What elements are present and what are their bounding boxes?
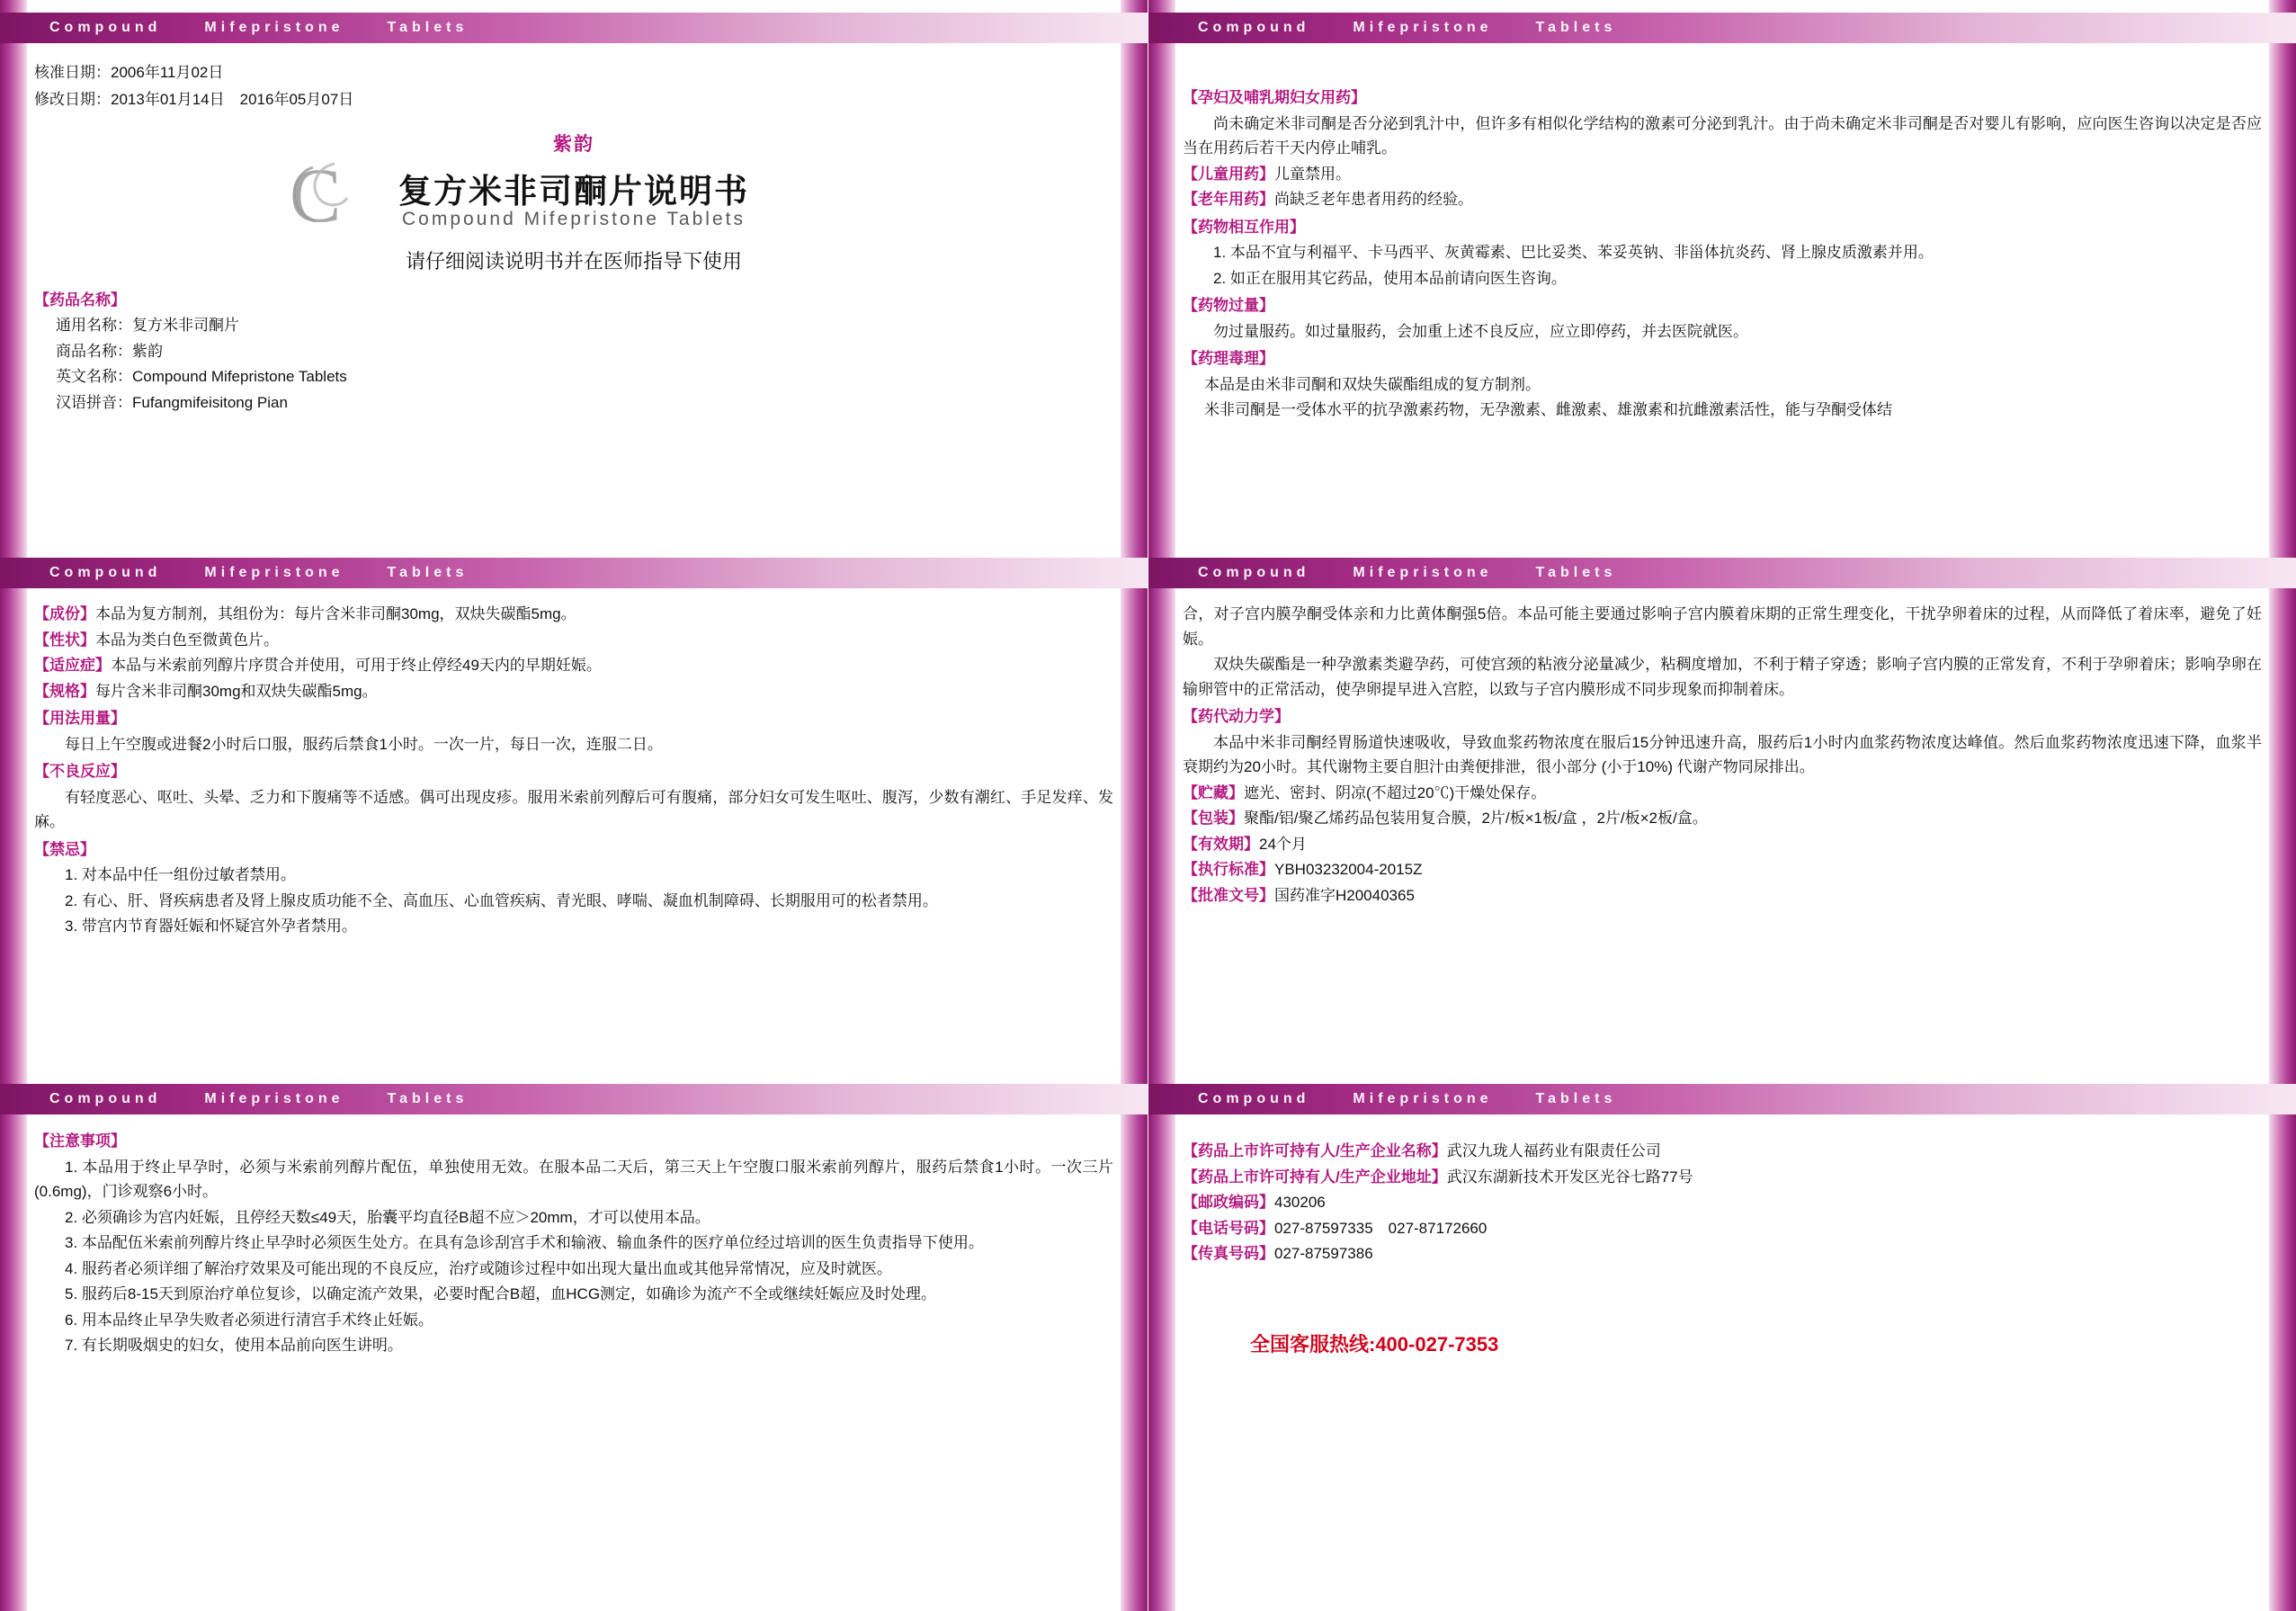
- precaution-item: 6. 用本品终止早孕失败者必须进行清宫手术终止妊娠。: [65, 1311, 433, 1329]
- brand-band-top: [1148, 13, 2296, 43]
- section-title-pediatric: 【儿童用药】: [1183, 165, 1274, 183]
- section-text-pharmacokinetics: 本品中米非司酮经胃肠道快速吸收，导致血浆药物浓度在服后15分钟迅速升高，服药后1小时内血浆药物浓度达峰值。然后血浆药物浓度迅速下降，血浆半衰期约为20小时。其代谢物主要自胆汁由粪便排泄，很小部分 (小于10%) 代谢产物同尿排出。: [1183, 733, 2262, 776]
- brand-band-text: [1198, 20, 1616, 36]
- page-subtitle: 请仔细阅读说明书并在医师指导下使用: [405, 249, 742, 273]
- band-word-mifepristone: Mifepristone: [1353, 1091, 1493, 1106]
- interaction-item: 2. 如正在服用其它药品，使用本品前请向医生咨询。: [1213, 269, 1567, 287]
- contraindication-item: 3. 带宫内节育器妊娠和怀疑宫外孕者禁用。: [65, 917, 357, 935]
- label-phone: 【电话号码】: [1183, 1219, 1274, 1237]
- brand-band-text: [1198, 1091, 1616, 1107]
- section-title-interactions: 【药物相互作用】: [1183, 218, 1305, 236]
- pharmacology-para: 合，对子宫内膜孕酮受体亲和力比黄体酮强5倍。本品可能主要通过影响子宫内膜着床期的正常生理变化，干扰孕卵着床的过程，从而降低了着床率，避免了妊娠。: [1183, 605, 2262, 648]
- section-text-adverse: 有轻度恶心、呕吐、头晕、乏力和下腹痛等不适感。偶可出现皮疹。服用米索前列醇后可有腹痛，部分妇女可发生呕吐、腹泻，少数有潮红、手足发痒、发麻。: [34, 788, 1113, 831]
- precaution-item: 4. 服药者必须详细了解治疗效果及可能出现的不良反应，治疗或随诊过程中如出现大量出血或其他异常情况，应及时就医。: [65, 1259, 892, 1277]
- section-title-indications: 【适应症】: [34, 657, 111, 675]
- section-title-pregnancy-lactation: 【孕妇及哺乳期妇女用药】: [1183, 89, 1366, 106]
- precaution-item: 2. 必须确诊为宫内妊娠，且停经天数≤49天，胎囊平均直径B超不应＞20mm，才可以使用本品。: [65, 1208, 710, 1226]
- manufacturer-name-row: [1183, 1139, 2262, 1164]
- value-zip: 430206: [1274, 1194, 1326, 1212]
- page-edge-strip-right: [2269, 0, 2296, 1611]
- page-edge-strip-left: [0, 0, 27, 1611]
- value-holder-address: 武汉东湖新技术开发区光谷七路77号: [1446, 1168, 1693, 1186]
- zip-row: [1183, 1190, 2262, 1215]
- section-text-ingredients: 本品为复方制剂，其组份为：每片含米非司酮30mg，双炔失碳酯5mg。: [95, 605, 576, 622]
- section-package: [1183, 806, 2262, 831]
- band-word-mifepristone: Mifepristone: [1353, 565, 1493, 580]
- section-text-validity: 24个月: [1259, 835, 1307, 853]
- band-word-mifepristone: Mifepristone: [1353, 20, 1493, 35]
- band-word-mifepristone: Mifepristone: [204, 1091, 344, 1106]
- section-title-approval-number: 【批准文号】: [1183, 886, 1274, 904]
- value-phone: 027-87597335 027-87172660: [1274, 1219, 1487, 1237]
- label-fax: 【传真号码】: [1183, 1245, 1274, 1263]
- brand-band-text: [1198, 565, 1616, 581]
- section-title-storage: 【贮藏】: [1183, 783, 1244, 801]
- band-word-tablets: Tablets: [387, 565, 469, 580]
- section-title-description: 【性状】: [34, 631, 95, 649]
- label-zip: 【邮政编码】: [1183, 1194, 1274, 1212]
- leaflet-body-middle: [34, 601, 1113, 940]
- leaflet-body-right-top: [1183, 83, 2262, 424]
- section-text-specification: 每片含米非司酮30mg和双炔失碳酯5mg。: [95, 682, 378, 700]
- brand-band-bottom: [0, 1084, 1148, 1114]
- band-word-mifepristone: Mifepristone: [204, 565, 344, 580]
- brand-band-top: [0, 13, 1148, 43]
- band-word-tablets: Tablets: [1535, 1091, 1617, 1106]
- approval-date: 核准日期：2006年11月02日: [34, 64, 224, 81]
- leaflet-body-right-middle: [1183, 601, 2262, 908]
- value-fax: 027-87597386: [1274, 1245, 1373, 1263]
- section-text-dosage: 每日上午空腹或进餐2小时后口服，服药后禁食1小时。一次一片，每日一次，连服二日。: [65, 735, 663, 753]
- manufacturer-address-row: [1183, 1165, 2262, 1190]
- section-title-geriatric: 【老年用药】: [1183, 191, 1274, 209]
- drug-name-generic: 通用名称：复方米非司酮片: [56, 317, 239, 334]
- drug-name-pinyin: 汉语拼音：Fufangmifeisitong Pian: [56, 393, 288, 411]
- band-word-tablets: Tablets: [1535, 20, 1617, 35]
- precaution-item: 7. 有长期吸烟史的妇女，使用本品前向医生讲明。: [65, 1337, 403, 1355]
- section-title-specification: 【规格】: [34, 682, 95, 700]
- section-title-package: 【包装】: [1183, 810, 1244, 828]
- section-text-geriatric: 尚缺乏老年患者用药的经验。: [1274, 191, 1473, 209]
- svg-text:C: C: [290, 154, 342, 237]
- section-text-pediatric: 儿童禁用。: [1274, 165, 1351, 183]
- section-text-description: 本品为类白色至微黄色片。: [95, 631, 279, 649]
- section-title-dosage: 【用法用量】: [34, 710, 126, 728]
- section-text-standard: YBH03232004-2015Z: [1274, 861, 1423, 879]
- precaution-item: 5. 服药后8-15天到原治疗单位复诊，以确定流产效果，必要时配合B超，血HCG测定，如确诊为流产不全或继续妊娠应及时处理。: [65, 1285, 937, 1303]
- section-specification: [34, 679, 1113, 704]
- precaution-item: 1. 本品用于终止早孕时，必须与米索前列醇片配伍，单独使用无效。在服本品二天后，第三天上午空腹口服米索前列醇片，服药后禁食1小时。一次三片 (0.6mg)，门诊观察6小时。: [34, 1158, 1113, 1201]
- label-holder-name: 【药品上市许可持有人/生产企业名称】: [1183, 1142, 1447, 1159]
- section-title-pharmacology: 【药理毒理】: [1183, 350, 1274, 368]
- pharmacology-para: 双炔失碳酯是一种孕激素类避孕药，可使宫颈的粘液分泌量减少，粘稠度增加，不利于精子穿透；影响子宫内膜的正常发育，不利于孕卵着床；影响孕卵在输卵管中的正常活动，使孕卵提早进入宫腔，以致与子宫内膜形成不同步现象而抑制着床。: [1183, 656, 2262, 698]
- section-pediatric: [1183, 162, 2262, 187]
- band-word-compound: Compound: [49, 565, 162, 580]
- section-validity: [1183, 832, 2262, 857]
- section-title-overdose: 【药物过量】: [1183, 297, 1274, 315]
- leaflet-page-right: [1148, 0, 2296, 1611]
- brand-band-middle: [1148, 558, 2296, 588]
- precaution-item: 3. 本品配伍米索前列醇片终止早孕时必须医生处方。在具有急诊刮宫手术和输液、输血条件的医疗单位经过培训的医生负责指导下使用。: [65, 1234, 984, 1252]
- brand-band-text: [49, 1091, 468, 1107]
- customer-service-hotline: 全国客服热线:400-027-7353: [1250, 1332, 1499, 1356]
- section-storage: [1183, 781, 2262, 806]
- section-text-overdose: 勿过量服药。如过量服药，会加重上述不良反应，应立即停药，并去医院就医。: [1213, 322, 1748, 340]
- section-ingredients: [34, 602, 1113, 627]
- section-indications: [34, 653, 1113, 678]
- contraindication-item: 2. 有心、肝、肾疾病患者及肾上腺皮质功能不全、高血压、心血管疾病、青光眼、哮喘、凝血机制障碍、长期服用可的松者禁用。: [65, 891, 938, 909]
- brand-name-cn: 紫韵: [553, 133, 594, 155]
- section-title-adverse: 【不良反应】: [34, 763, 126, 781]
- leaflet-manufacturer-block: [1183, 1138, 2262, 1357]
- page-edge-strip-right: [1121, 0, 1148, 1611]
- section-title-pharmacokinetics: 【药代动力学】: [1183, 708, 1290, 726]
- drug-name-trade: 商品名称：紫韵: [56, 342, 163, 360]
- brand-band-text: [49, 20, 468, 36]
- brand-band-text: [49, 565, 468, 581]
- section-title-drug-name: 【药品名称】: [34, 291, 126, 309]
- phone-row: [1183, 1216, 2262, 1241]
- section-geriatric: [1183, 187, 2262, 212]
- revision-date: 修改日期：2013年01月14日 2016年05月07日: [34, 90, 354, 108]
- section-text-pregnancy-lactation: 尚未确定米非司酮是否分泌到乳汁中，但许多有相似化学结构的激素可分泌到乳汁。由于尚未确定米非司酮是否对婴儿有影响，应向医生咨询以决定是否应当在用药后若干天内停止哺乳。: [1183, 114, 2262, 157]
- section-text-package: 聚酯/铝/聚乙烯药品包装用复合膜，2片/板×1板/盒 ，2片/板×2板/盒。: [1244, 810, 1708, 828]
- pharmacology-para: 本品是由米非司酮和双炔失碳酯组成的复方制剂。: [1204, 375, 1541, 393]
- brand-band-bottom: [1148, 1084, 2296, 1114]
- page-title-en: Compound Mifepristone Tablets: [402, 208, 746, 229]
- band-word-compound: Compound: [1198, 565, 1310, 580]
- interaction-item: 1. 本品不宜与利福平、卡马西平、灰黄霉素、巴比妥类、苯妥英钠、非甾体抗炎药、肾上腺皮质激素并用。: [1213, 244, 1934, 262]
- page-title-cn: 复方米非司酮片说明书: [398, 172, 749, 210]
- leaflet-body-bottom: [34, 1126, 1113, 1359]
- section-description: [34, 628, 1113, 653]
- band-word-compound: Compound: [49, 1091, 162, 1106]
- section-title-ingredients: 【成份】: [34, 605, 95, 622]
- page-edge-strip-left: [1148, 0, 1175, 1611]
- section-approval-number: [1183, 883, 2262, 908]
- section-title-contraindications: 【禁忌】: [34, 840, 95, 858]
- band-word-compound: Compound: [49, 20, 162, 35]
- band-word-tablets: Tablets: [387, 20, 469, 35]
- leaflet-header: [34, 59, 1113, 416]
- drug-name-english: 英文名称：Compound Mifepristone Tablets: [56, 368, 347, 386]
- section-title-precautions: 【注意事项】: [34, 1132, 126, 1150]
- section-text-indications: 本品与米索前列醇片序贯合并使用，可用于终止停经49天内的早期妊娠。: [111, 657, 602, 675]
- section-text-storage: 遮光、密封、阴凉(不超过20℃)干燥处保存。: [1244, 783, 1547, 801]
- band-word-mifepristone: Mifepristone: [204, 20, 344, 35]
- section-standard: [1183, 857, 2262, 882]
- logo-block: [34, 154, 1113, 237]
- band-word-compound: Compound: [1198, 1091, 1310, 1106]
- label-holder-address: 【药品上市许可持有人/生产企业地址】: [1183, 1168, 1447, 1186]
- pharmacology-para: 米非司酮是一受体水平的抗孕激素药物，无孕激素、雌激素、雄激素和抗雌激素活性，能与孕酮受体结: [1204, 401, 1892, 419]
- fax-row: [1183, 1241, 2262, 1266]
- band-word-tablets: Tablets: [1535, 565, 1617, 580]
- brand-band-middle: [0, 558, 1148, 588]
- band-word-tablets: Tablets: [387, 1091, 469, 1106]
- band-word-compound: Compound: [1198, 20, 1310, 35]
- section-title-standard: 【执行标准】: [1183, 861, 1274, 879]
- contraindication-item: 1. 对本品中任一组份过敏者禁用。: [65, 866, 296, 884]
- section-title-validity: 【有效期】: [1183, 835, 1259, 853]
- section-text-approval-number: 国药准字H20040365: [1274, 886, 1415, 904]
- value-holder-name: 武汉九珑人福药业有限责任公司: [1446, 1142, 1661, 1159]
